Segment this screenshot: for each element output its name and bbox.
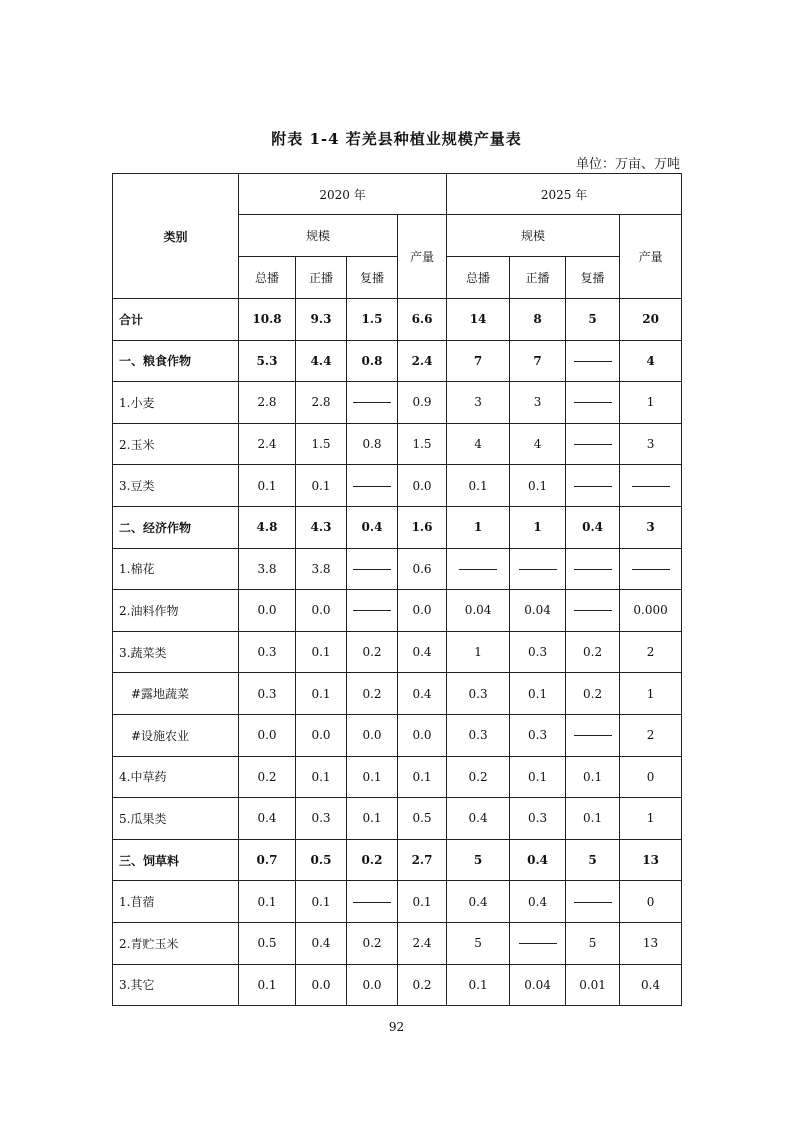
header-total-sow-2025: 总播 <box>447 257 510 299</box>
table-cell <box>566 714 620 756</box>
table-cell: 1.5 <box>398 423 447 465</box>
table-cell: 0.1 <box>447 465 510 507</box>
table-row <box>113 798 682 840</box>
table-cell: 1.5 <box>296 423 347 465</box>
table-cell: 2.8 <box>239 382 296 424</box>
table-cell: 20 <box>620 299 682 341</box>
page-number: 92 <box>388 1020 405 1034</box>
table-cell: 4.4 <box>296 340 347 382</box>
table-row <box>113 590 682 632</box>
table-cell: 4 <box>620 340 682 382</box>
dash-mark <box>632 569 670 570</box>
table-cell: 3 <box>620 506 682 548</box>
table-cell: 0.8 <box>347 340 398 382</box>
row-label: 1.棉花 <box>113 548 239 590</box>
dash-mark <box>519 569 557 570</box>
table-cell: 4 <box>447 423 510 465</box>
table-cell <box>447 548 510 590</box>
row-label: 5.瓜果类 <box>113 798 239 840</box>
table-cell: 0.3 <box>239 631 296 673</box>
table-cell: 0.0 <box>398 465 447 507</box>
row-label: 3.豆类 <box>113 465 239 507</box>
table-cell: 7 <box>447 340 510 382</box>
table-cell: 0.0 <box>239 590 296 632</box>
row-label: 1.苜蓿 <box>113 881 239 923</box>
table-cell <box>566 590 620 632</box>
table-cell: 2.7 <box>398 839 447 881</box>
row-label: #露地蔬菜 <box>113 673 239 715</box>
table-cell: 0.1 <box>296 673 347 715</box>
row-label: 2.玉米 <box>113 423 239 465</box>
table-cell: 0.1 <box>510 465 566 507</box>
table-cell: 0.1 <box>510 756 566 798</box>
table-cell: 13 <box>620 839 682 881</box>
dash-mark <box>574 902 612 903</box>
table-cell <box>566 340 620 382</box>
dash-mark <box>459 569 497 570</box>
table-cell: 0.7 <box>239 839 296 881</box>
table-cell: 0.01 <box>566 964 620 1006</box>
planting-scale-table <box>112 173 682 1006</box>
table-cell: 2 <box>620 631 682 673</box>
table-cell: 13 <box>620 922 682 964</box>
table-row <box>113 839 682 881</box>
table-cell <box>566 423 620 465</box>
table-cell: 0.4 <box>566 506 620 548</box>
table-cell: 0.5 <box>398 798 447 840</box>
dash-mark <box>574 444 612 445</box>
header-re-sow-2025: 复播 <box>566 257 620 299</box>
table-cell: 0.0 <box>296 964 347 1006</box>
table-cell: 3 <box>620 423 682 465</box>
table-cell: 0.9 <box>398 382 447 424</box>
table-row <box>113 423 682 465</box>
header-year-2025: 2025 年 <box>447 174 682 215</box>
table-cell <box>347 590 398 632</box>
table-cell: 4.8 <box>239 506 296 548</box>
dash-mark <box>574 402 612 403</box>
table-cell: 0.1 <box>239 881 296 923</box>
table-cell: 1 <box>510 506 566 548</box>
table-row <box>113 922 682 964</box>
table-cell <box>347 881 398 923</box>
table-row <box>113 382 682 424</box>
table-cell: 4.3 <box>296 506 347 548</box>
table-row <box>113 756 682 798</box>
header-year-2020: 2020 年 <box>239 174 447 215</box>
table-cell: 0.4 <box>398 631 447 673</box>
header-main-sow-2025: 正播 <box>510 257 566 299</box>
row-label: 2.油料作物 <box>113 590 239 632</box>
table-cell: 0.4 <box>510 839 566 881</box>
dash-mark <box>632 486 670 487</box>
table-cell: 0.1 <box>510 673 566 715</box>
table-cell: 0.0 <box>347 714 398 756</box>
table-cell: 5 <box>566 839 620 881</box>
dash-mark <box>574 569 612 570</box>
table-body <box>113 299 682 1006</box>
table-cell: 0.0 <box>398 714 447 756</box>
table-cell: 0.3 <box>447 714 510 756</box>
table-cell: 0.1 <box>296 631 347 673</box>
table-cell <box>566 548 620 590</box>
dash-mark <box>574 610 612 611</box>
table-cell: 0.2 <box>447 756 510 798</box>
table-cell: 0.04 <box>510 964 566 1006</box>
table-row <box>113 506 682 548</box>
dash-mark <box>519 943 557 944</box>
table-cell: 1 <box>447 506 510 548</box>
table-cell <box>566 382 620 424</box>
table-cell: 9.3 <box>296 299 347 341</box>
table-cell: 2.4 <box>398 922 447 964</box>
table-cell: 0.1 <box>566 798 620 840</box>
table-cell <box>620 548 682 590</box>
table-cell: 0.8 <box>347 423 398 465</box>
table-cell: 3.8 <box>296 548 347 590</box>
table-cell: 0.6 <box>398 548 447 590</box>
table-cell: 0.4 <box>239 798 296 840</box>
table-row <box>113 340 682 382</box>
table-cell: 5 <box>566 299 620 341</box>
table-cell <box>347 465 398 507</box>
table-cell: 0.3 <box>239 673 296 715</box>
row-label: 一、粮食作物 <box>113 340 239 382</box>
table-cell: 0.0 <box>296 590 347 632</box>
table-cell: 0.04 <box>510 590 566 632</box>
table-cell: 0.4 <box>447 798 510 840</box>
table-cell: 0.000 <box>620 590 682 632</box>
table-cell: 0.4 <box>296 922 347 964</box>
table-cell: 0.1 <box>239 465 296 507</box>
header-output-2025: 产量 <box>620 215 682 299</box>
table-cell: 0.2 <box>398 964 447 1006</box>
table-cell: 1 <box>620 798 682 840</box>
table-title: 附表 1-4 若羌县种植业规模产量表 <box>271 130 522 148</box>
table-cell: 0.1 <box>239 964 296 1006</box>
table-row <box>113 881 682 923</box>
table-row <box>113 964 682 1006</box>
table-cell: 0.1 <box>447 964 510 1006</box>
table-cell: 0.4 <box>620 964 682 1006</box>
dash-mark <box>353 486 391 487</box>
table-cell: 0 <box>620 756 682 798</box>
table-cell: 0.1 <box>398 756 447 798</box>
header-scale-2025: 规模 <box>447 215 620 257</box>
table-row <box>113 714 682 756</box>
table-cell: 6.6 <box>398 299 447 341</box>
dash-mark <box>574 361 612 362</box>
table-cell: 0.5 <box>239 922 296 964</box>
table-cell: 0.4 <box>447 881 510 923</box>
header-category: 类别 <box>113 174 239 299</box>
table-cell: 0.1 <box>347 798 398 840</box>
table-cell <box>510 548 566 590</box>
table-row <box>113 465 682 507</box>
dash-mark <box>353 569 391 570</box>
table-cell: 0.2 <box>347 922 398 964</box>
dash-mark <box>353 902 391 903</box>
table-cell: 5 <box>566 922 620 964</box>
table-cell: 0.1 <box>296 465 347 507</box>
table-cell: 10.8 <box>239 299 296 341</box>
table-cell: 0.2 <box>239 756 296 798</box>
unit-note: 单位：万亩、万吨 <box>575 157 680 172</box>
table-row <box>113 631 682 673</box>
table-cell: 3.8 <box>239 548 296 590</box>
row-label: 1.小麦 <box>113 382 239 424</box>
table-cell: 2.4 <box>239 423 296 465</box>
table-cell <box>347 382 398 424</box>
table-row <box>113 299 682 341</box>
table-row <box>113 548 682 590</box>
table-cell: 3 <box>510 382 566 424</box>
table-cell: 0.1 <box>347 756 398 798</box>
dash-mark <box>353 402 391 403</box>
table-cell: 5 <box>447 839 510 881</box>
table-cell: 0.4 <box>398 673 447 715</box>
row-label: 4.中草药 <box>113 756 239 798</box>
table-cell: 0.1 <box>296 881 347 923</box>
table-cell: 1 <box>447 631 510 673</box>
table-cell: 2.4 <box>398 340 447 382</box>
table-cell <box>566 881 620 923</box>
row-label: #设施农业 <box>113 714 239 756</box>
table-cell: 0.0 <box>296 714 347 756</box>
table-cell: 1.6 <box>398 506 447 548</box>
dash-mark <box>353 610 391 611</box>
table-cell: 3 <box>447 382 510 424</box>
table-cell: 0.1 <box>566 756 620 798</box>
table-cell: 5.3 <box>239 340 296 382</box>
row-label: 三、饲草料 <box>113 839 239 881</box>
header-scale-2020: 规模 <box>239 215 398 257</box>
table-cell: 8 <box>510 299 566 341</box>
row-label: 3.蔬菜类 <box>113 631 239 673</box>
table-cell: 0.5 <box>296 839 347 881</box>
table-cell <box>566 465 620 507</box>
dash-mark <box>574 486 612 487</box>
table-cell: 2 <box>620 714 682 756</box>
table-cell: 0.0 <box>239 714 296 756</box>
row-label: 二、经济作物 <box>113 506 239 548</box>
table-cell: 1.5 <box>347 299 398 341</box>
table-cell: 0.3 <box>296 798 347 840</box>
table-cell: 0.3 <box>510 631 566 673</box>
table-cell: 0.4 <box>510 881 566 923</box>
table-cell: 0.2 <box>347 839 398 881</box>
table-cell: 0.4 <box>347 506 398 548</box>
header-re-sow-2020: 复播 <box>347 257 398 299</box>
table-cell: 0.1 <box>398 881 447 923</box>
table-cell: 0.2 <box>566 631 620 673</box>
header-total-sow-2020: 总播 <box>239 257 296 299</box>
header-output-2020: 产量 <box>398 215 447 299</box>
table-cell: 5 <box>447 922 510 964</box>
table-cell: 0.3 <box>510 714 566 756</box>
table-cell: 0.2 <box>566 673 620 715</box>
table-cell: 2.8 <box>296 382 347 424</box>
table-cell: 0.2 <box>347 673 398 715</box>
table-cell: 0.0 <box>347 964 398 1006</box>
table-cell: 0.3 <box>510 798 566 840</box>
row-label: 2.青贮玉米 <box>113 922 239 964</box>
table-cell <box>347 548 398 590</box>
row-label: 合计 <box>113 299 239 341</box>
table-cell: 0.04 <box>447 590 510 632</box>
table-cell <box>620 465 682 507</box>
table-cell: 7 <box>510 340 566 382</box>
table-cell: 0.0 <box>398 590 447 632</box>
table-cell: 1 <box>620 382 682 424</box>
dash-mark <box>574 735 612 736</box>
table-cell: 0.3 <box>447 673 510 715</box>
table-row <box>113 673 682 715</box>
table-cell: 14 <box>447 299 510 341</box>
table-cell <box>510 922 566 964</box>
table-cell: 4 <box>510 423 566 465</box>
table-cell: 1 <box>620 673 682 715</box>
row-label: 3.其它 <box>113 964 239 1006</box>
table-cell: 0 <box>620 881 682 923</box>
header-main-sow-2020: 正播 <box>296 257 347 299</box>
table-cell: 0.1 <box>296 756 347 798</box>
table-cell: 0.2 <box>347 631 398 673</box>
